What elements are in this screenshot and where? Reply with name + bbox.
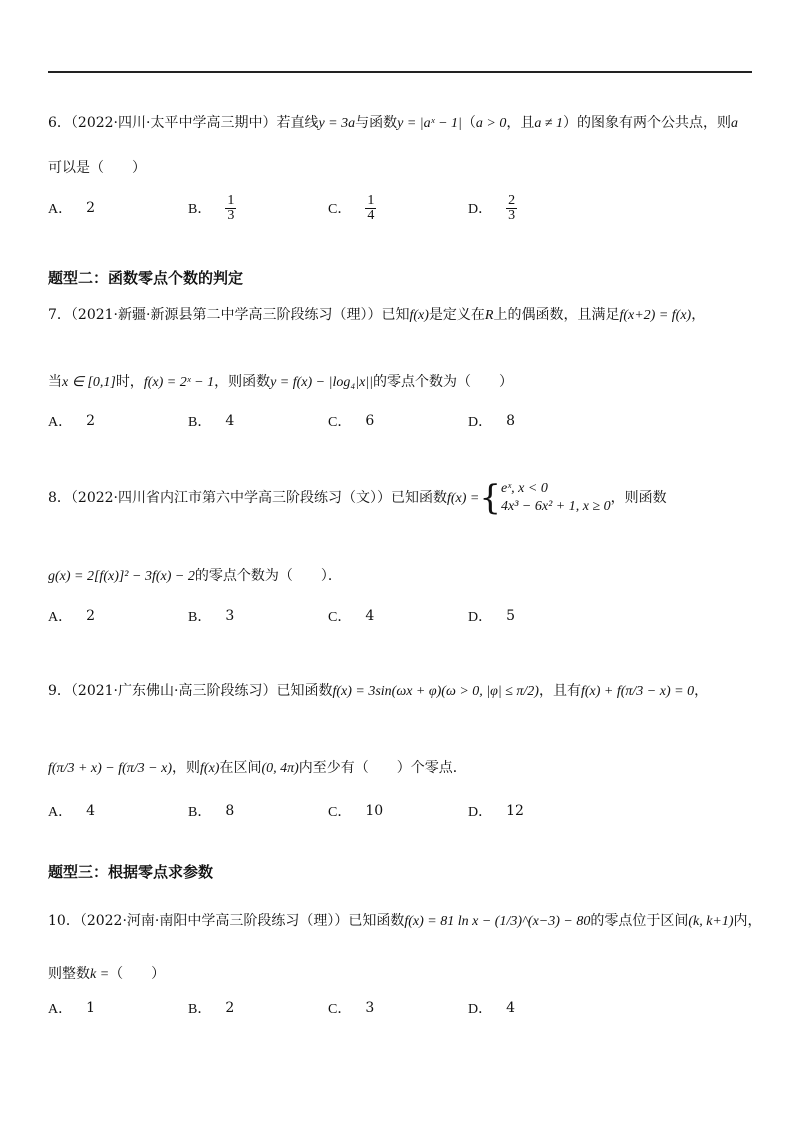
option-value: 4 bbox=[365, 608, 375, 624]
option-label: C． bbox=[328, 805, 352, 820]
option-label: D． bbox=[468, 202, 493, 217]
question-source: （2021·新疆·新源县第二中学高三阶段练习（理）） bbox=[70, 307, 382, 323]
stem-text: ，则函数 bbox=[610, 490, 667, 506]
option-b[interactable] bbox=[188, 993, 234, 1023]
question-source: （2022·河南·南阳中学高三阶段练习（理）） bbox=[79, 913, 349, 929]
option-label: B． bbox=[188, 610, 212, 625]
option-b[interactable] bbox=[188, 193, 236, 223]
option-label: D． bbox=[468, 415, 493, 430]
stem-text: 已知函数 bbox=[348, 913, 405, 929]
math-expr: f(x) + f(π/3 − x) = 0 bbox=[580, 684, 695, 699]
question-7-options bbox=[48, 406, 648, 436]
option-label: D． bbox=[468, 610, 493, 625]
numerator: 2 bbox=[508, 192, 516, 208]
option-label: B． bbox=[188, 1002, 212, 1017]
question-10-stem bbox=[48, 911, 762, 932]
option-a[interactable] bbox=[48, 601, 95, 631]
option-d[interactable] bbox=[468, 796, 524, 826]
option-c[interactable] bbox=[328, 193, 376, 223]
stem-text: ，且有 bbox=[538, 683, 581, 699]
question-9-stem bbox=[48, 681, 708, 702]
option-label: B． bbox=[188, 202, 212, 217]
question-6-options bbox=[48, 193, 648, 223]
option-value: 8 bbox=[225, 803, 235, 819]
stem-text: 已知函数 bbox=[391, 490, 447, 506]
question-number: 7． bbox=[48, 307, 71, 323]
option-c[interactable] bbox=[328, 601, 374, 631]
option-value: 1 bbox=[86, 1000, 96, 1016]
stem-text: ，则 bbox=[172, 760, 201, 776]
fraction bbox=[225, 194, 236, 223]
option-a[interactable] bbox=[48, 993, 95, 1023]
option-value: 3 bbox=[225, 608, 235, 624]
math-expr: f(x) = 2ˣ − 1 bbox=[143, 375, 215, 390]
stem-text: 当 bbox=[48, 374, 62, 390]
option-b[interactable] bbox=[188, 796, 234, 826]
option-label: A． bbox=[48, 202, 73, 217]
math-expr: f(x+2) = f(x) bbox=[619, 308, 692, 323]
denominator: 3 bbox=[227, 207, 235, 223]
option-label: B． bbox=[188, 805, 212, 820]
question-8-options bbox=[48, 601, 648, 631]
math-expr: y = |aˣ − 1| bbox=[397, 116, 462, 131]
option-b[interactable] bbox=[188, 406, 234, 436]
option-a[interactable] bbox=[48, 796, 95, 826]
math-expr: a ≠ 1 bbox=[534, 116, 564, 131]
stem-text: 的零点个数为（ ） bbox=[373, 374, 513, 390]
option-label: D． bbox=[468, 805, 493, 820]
option-value: 4 bbox=[506, 1000, 516, 1016]
option-d[interactable] bbox=[468, 601, 515, 631]
stem-text: ，则函数 bbox=[214, 374, 271, 390]
math-expr: a bbox=[731, 116, 739, 131]
math-expr: g(x) = 2[f(x)]² − 3f(x) − 2 bbox=[48, 569, 195, 584]
option-value: 2 bbox=[86, 200, 96, 216]
question-number: 9． bbox=[48, 683, 71, 699]
question-9-options bbox=[48, 796, 648, 826]
math-expr: (ω > 0, |φ| ≤ π/2) bbox=[441, 684, 539, 699]
stem-text: ，且 bbox=[506, 115, 535, 131]
option-c[interactable] bbox=[328, 796, 383, 826]
section-heading: 题型二：函数零点个数的判定 bbox=[48, 269, 244, 287]
option-value: 3 bbox=[365, 1000, 375, 1016]
stem-text: 内至少有（ ）个零点． bbox=[298, 760, 467, 776]
section-heading: 题型三：根据零点求参数 bbox=[48, 863, 214, 881]
stem-text: 时， bbox=[115, 374, 144, 390]
option-value: 2 bbox=[86, 413, 96, 429]
math-expr: k = bbox=[90, 967, 110, 982]
case-2: 4x³ − 6x² + 1, x ≥ 0 bbox=[501, 499, 611, 514]
case-1: eˣ, x < 0 bbox=[501, 481, 548, 496]
question-6-stem-line2: 可以是（ ） bbox=[48, 160, 146, 176]
denominator: 3 bbox=[508, 207, 516, 223]
numerator: 1 bbox=[227, 192, 235, 208]
question-source: （2021·广东佛山·高三阶段练习） bbox=[70, 683, 277, 699]
option-label: A． bbox=[48, 610, 73, 625]
question-8-stem-line2 bbox=[48, 566, 342, 587]
stem-text: 已知函数 bbox=[276, 683, 333, 699]
stem-text: 在区间 bbox=[219, 760, 262, 776]
question-8-stem bbox=[48, 478, 667, 519]
question-6-stem bbox=[48, 113, 738, 134]
option-label: A． bbox=[48, 1002, 73, 1017]
stem-text: 的零点个数为（ ）． bbox=[194, 568, 342, 584]
math-expr: f(x) bbox=[409, 308, 429, 323]
math-expr: f(x) = 3sin(ωx + φ) bbox=[332, 684, 442, 699]
stem-text: 内， bbox=[733, 913, 762, 929]
math-expr: f(π/3 + x) − f(π/3 − x) bbox=[48, 761, 173, 776]
option-value: 6 bbox=[365, 413, 375, 429]
question-source: （2022·四川·太平中学高三期中） bbox=[70, 115, 277, 131]
option-value: 12 bbox=[506, 803, 524, 819]
stem-text: ）的图象有两个公共点，则 bbox=[563, 115, 732, 131]
option-a[interactable] bbox=[48, 193, 95, 223]
stem-text: ， bbox=[694, 683, 709, 699]
piecewise-cases bbox=[501, 480, 611, 516]
math-expr: x ∈ [0,1] bbox=[62, 375, 116, 390]
math-expr: (0, 4π) bbox=[261, 761, 299, 776]
stem-text: 是定义在 bbox=[428, 307, 485, 323]
question-number: 10． bbox=[48, 913, 80, 929]
option-value: 5 bbox=[506, 608, 516, 624]
option-a[interactable] bbox=[48, 406, 95, 436]
question-10-stem-line2 bbox=[48, 964, 165, 985]
cases-brace: { bbox=[479, 478, 502, 518]
question-number: 8． bbox=[48, 490, 71, 506]
stem-text: 则整数 bbox=[48, 966, 90, 982]
option-value: 4 bbox=[86, 803, 96, 819]
option-c[interactable] bbox=[328, 993, 374, 1023]
option-label: C． bbox=[328, 610, 352, 625]
math-expr: y = 3a bbox=[318, 116, 356, 131]
math-expr: y = f(x) − |log₄|x|| bbox=[270, 375, 373, 390]
question-7-stem bbox=[48, 305, 705, 326]
option-value: 2 bbox=[225, 1000, 235, 1016]
option-d[interactable] bbox=[468, 193, 517, 223]
question-number: 6． bbox=[48, 115, 71, 131]
option-c[interactable] bbox=[328, 406, 374, 436]
fraction bbox=[506, 194, 517, 223]
option-value: 8 bbox=[506, 413, 516, 429]
denominator: 4 bbox=[367, 207, 375, 223]
option-label: C． bbox=[328, 415, 352, 430]
stem-text: ， bbox=[691, 307, 706, 323]
option-label: C． bbox=[328, 202, 352, 217]
option-value: 4 bbox=[225, 413, 235, 429]
fraction bbox=[365, 194, 376, 223]
top-rule bbox=[48, 71, 752, 73]
question-9-stem-line2 bbox=[48, 758, 467, 779]
math-expr: R bbox=[484, 308, 494, 323]
math-expr: f(x) = bbox=[447, 491, 480, 506]
stem-text: （ ） bbox=[109, 966, 166, 982]
math-expr: f(x) bbox=[200, 761, 220, 776]
option-d[interactable] bbox=[468, 993, 515, 1023]
option-label: C． bbox=[328, 1002, 352, 1017]
option-label: B． bbox=[188, 415, 212, 430]
stem-text: （ bbox=[461, 115, 476, 131]
stem-text: 已知 bbox=[381, 307, 410, 323]
question-source: （2022·四川省内江市第六中学高三阶段练习（文）） bbox=[70, 490, 391, 506]
option-label: D． bbox=[468, 1002, 493, 1017]
numerator: 1 bbox=[367, 192, 375, 208]
question-10-options bbox=[48, 993, 648, 1023]
math-expr: f(x) = 81 ln x − (1/3)^(x−3) − 80 bbox=[404, 914, 591, 929]
option-d[interactable] bbox=[468, 406, 515, 436]
math-expr: (k, k+1) bbox=[688, 914, 734, 929]
option-b[interactable] bbox=[188, 601, 234, 631]
stem-text: 上的偶函数，且满足 bbox=[493, 307, 620, 323]
stem-text: 的零点位于区间 bbox=[590, 913, 689, 929]
option-label: A． bbox=[48, 415, 73, 430]
stem-text: 与函数 bbox=[355, 115, 398, 131]
stem-text: 若直线 bbox=[276, 115, 319, 131]
question-7-stem-line2 bbox=[48, 372, 513, 393]
option-value: 10 bbox=[365, 803, 384, 819]
option-value: 2 bbox=[86, 608, 96, 624]
math-expr: a > 0 bbox=[475, 116, 507, 131]
option-label: A． bbox=[48, 805, 73, 820]
